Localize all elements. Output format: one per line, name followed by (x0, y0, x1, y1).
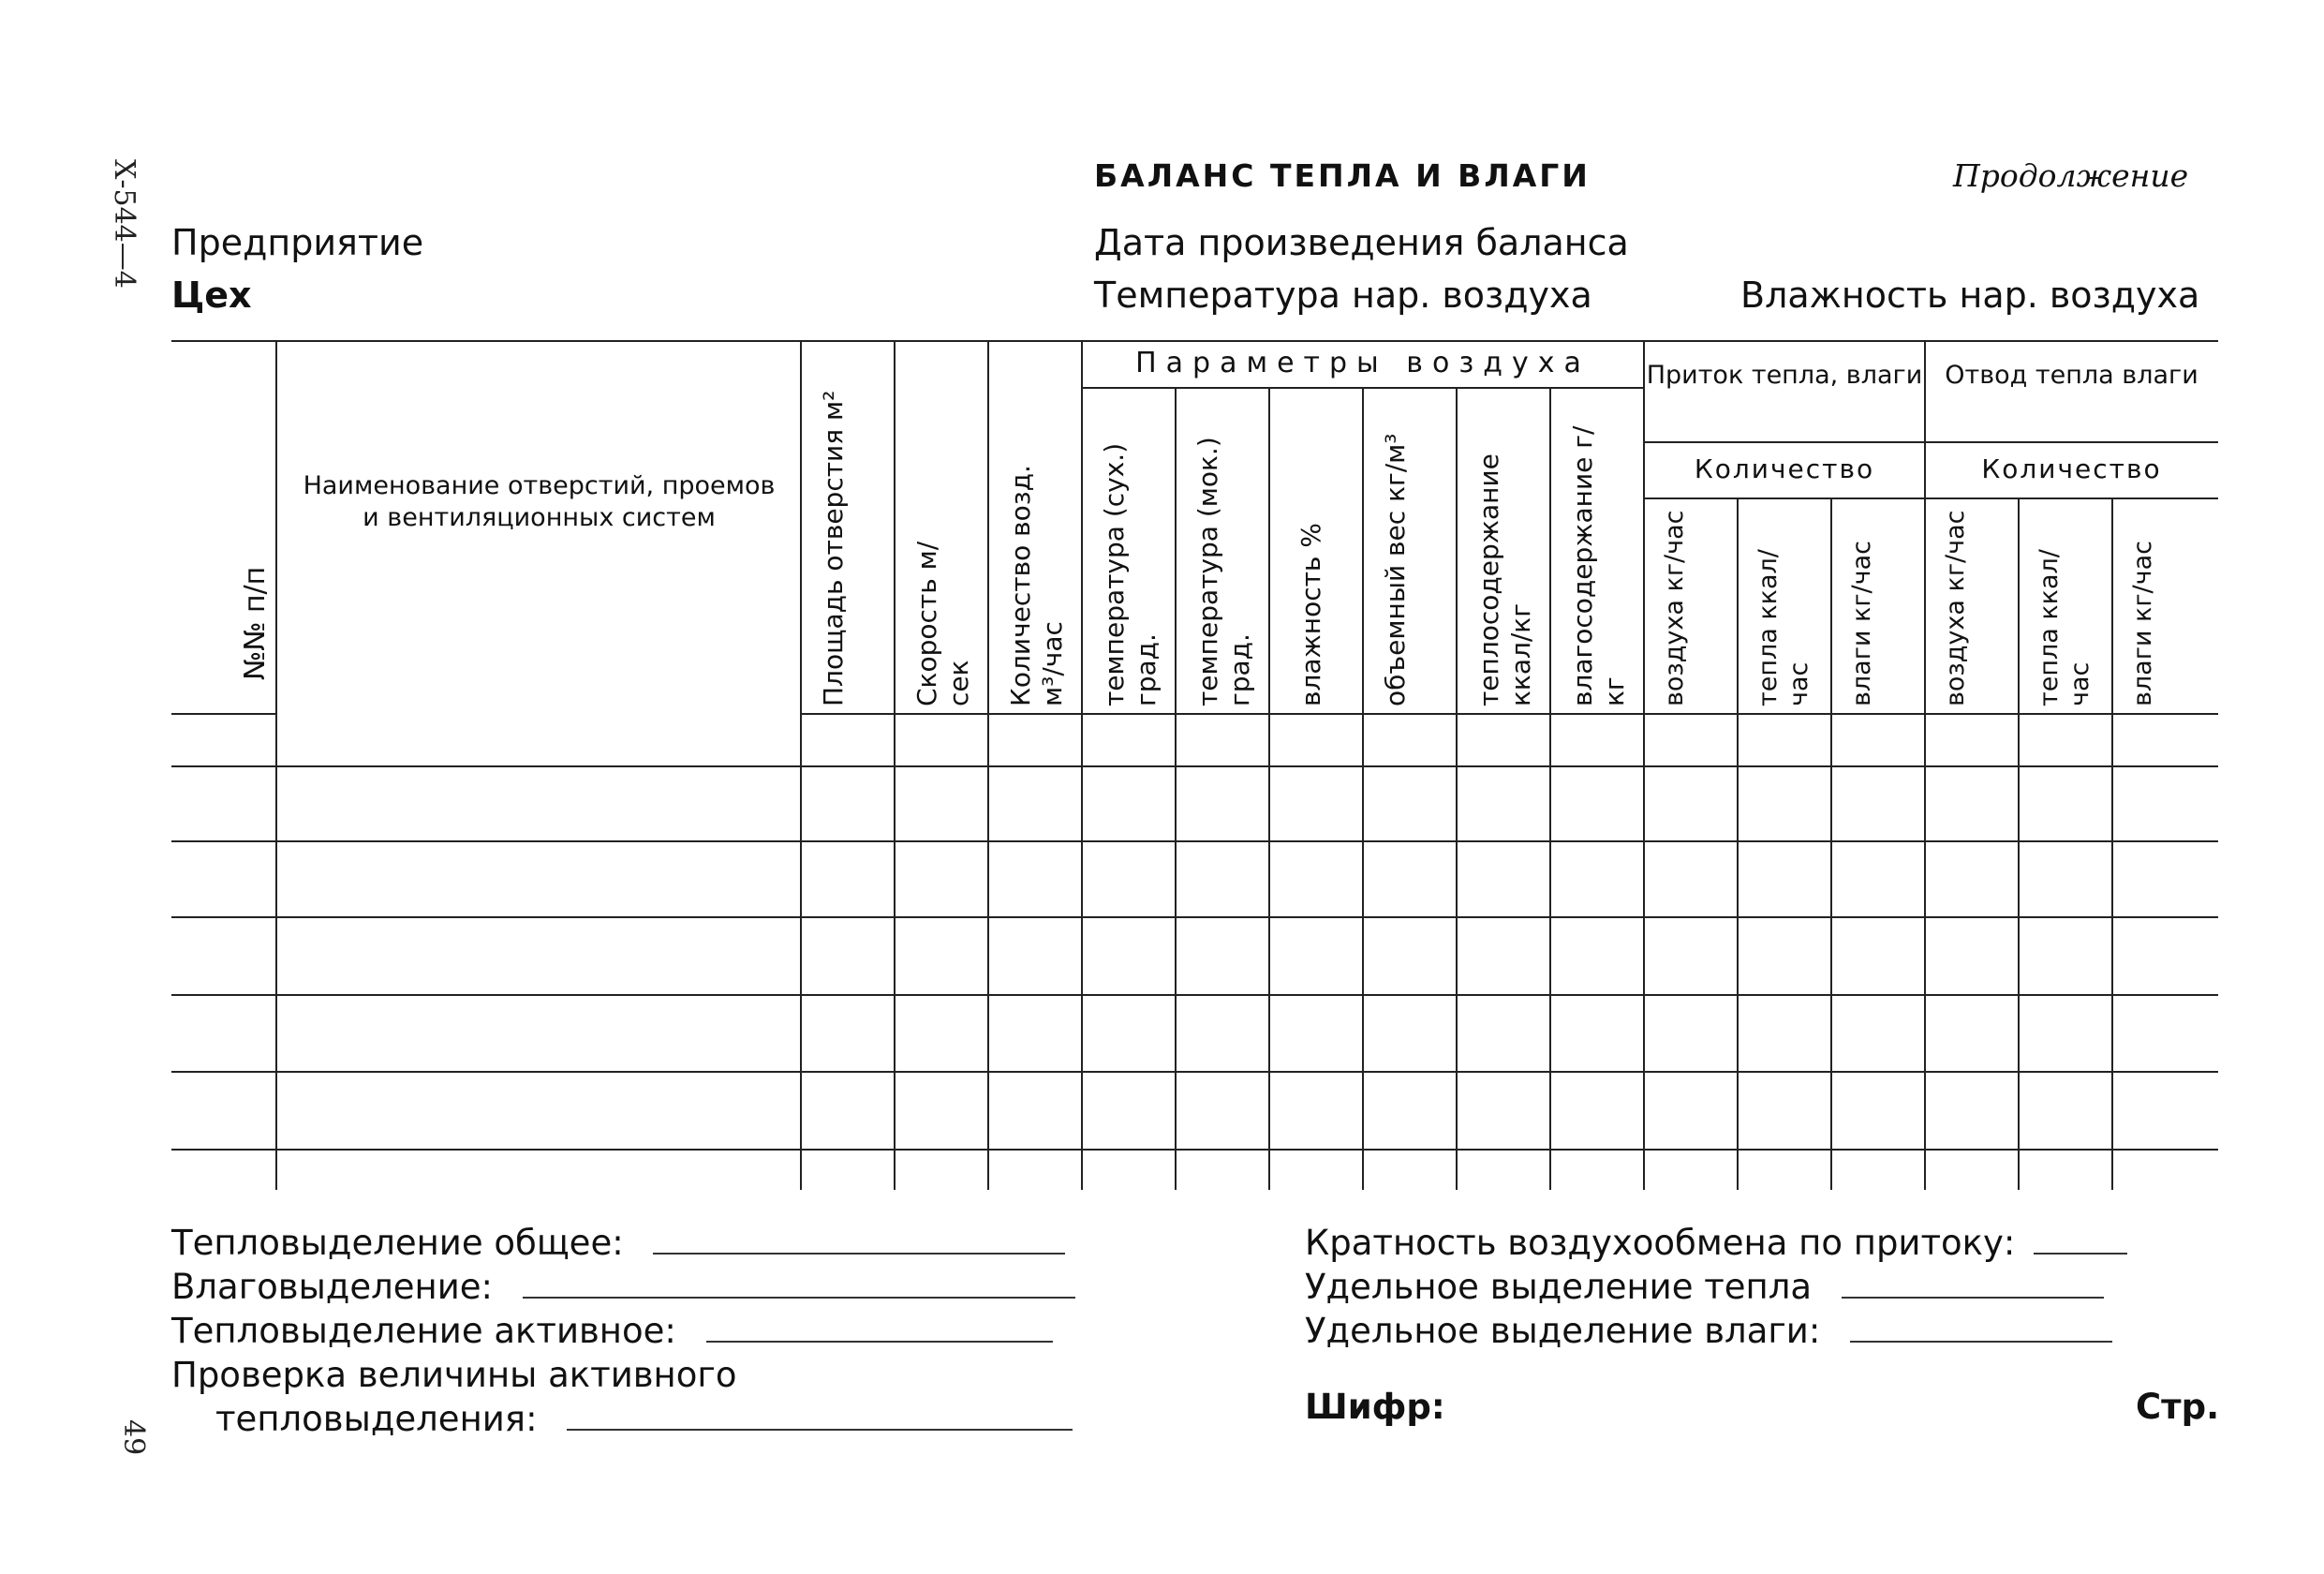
col-num-cell (171, 341, 276, 714)
spec-heat-row (1305, 1267, 2104, 1307)
sub-moist-header: влаги кг/час (1847, 541, 1876, 706)
page-number: 49 (117, 1419, 150, 1456)
spec-moist-row (1305, 1311, 2112, 1351)
form-code: Х-544—4 (108, 159, 141, 289)
outflow-qty-header: Количество (1981, 453, 2162, 484)
cipher-label: Шифр: (1305, 1387, 1445, 1427)
sub-heat2-header: тепла ккал/час (2035, 549, 2095, 706)
group-outflow-header: Отвод тепла влаги (1945, 361, 2198, 390)
air-exchange-label: Кратность воздухообмена по притоку: (1305, 1223, 2016, 1263)
page-label: Стр. (2136, 1387, 2220, 1427)
air-exchange-field[interactable] (2034, 1252, 2127, 1255)
heat-active-label: Тепловыделение активное: (171, 1311, 676, 1351)
air-exchange-row (1305, 1223, 2127, 1263)
sub-air2-header: воздуха кг/час (1941, 510, 1970, 706)
sub-heat-header: тепла ккал/час (1754, 549, 1813, 706)
moisture-row (171, 1267, 1075, 1307)
col-name-header: Наименование отверстий, проемов и вентиляционных систем (303, 471, 776, 532)
outdoor-humidity-label: Влажность нар. воздуха (1740, 275, 2200, 316)
check-field[interactable] (567, 1428, 1073, 1431)
balance-date-label: Дата произведения баланса (1094, 222, 1629, 263)
spec-moist-label: Удельное выделение влаги: (1305, 1311, 1821, 1351)
col-heat-content-header: теплосодержание ккал/кг (1473, 453, 1536, 706)
group-inflow-header: Приток тепла, влаги (1646, 361, 1923, 390)
col-num-header: №№ п/п (239, 566, 272, 680)
col-moist-content-header: влагосодержание г/кг (1567, 425, 1630, 706)
heat-total-field[interactable] (653, 1252, 1065, 1255)
check-row (215, 1399, 1073, 1439)
col-volweight-header: объемный вес кг/м³ (1380, 433, 1411, 706)
col-temp-wet-header: температура (мок.) град. (1192, 437, 1255, 706)
col-qty-header: Количество возд. м³/час (1005, 465, 1068, 706)
moisture-field[interactable] (523, 1296, 1075, 1299)
heat-total-row (171, 1223, 1065, 1263)
col-temp-dry-header: температура (сух.) град. (1099, 442, 1162, 706)
heat-total-label: Тепловыделение общее: (171, 1223, 624, 1263)
check-line1: Проверка величины активного (171, 1355, 737, 1395)
col-area-header: Площадь отверстия м² (818, 390, 849, 706)
col-humidity-header: влажность % (1295, 523, 1326, 706)
spec-heat-field[interactable] (1842, 1296, 2104, 1299)
check-line2: тепловыделения: (215, 1399, 538, 1439)
outdoor-temp-label: Температура нар. воздуха (1094, 275, 1592, 316)
group-air-header: Параметры воздуха (1135, 347, 1591, 379)
heat-active-field[interactable] (706, 1340, 1053, 1343)
heat-active-row (171, 1311, 1053, 1351)
sub-air-header: воздуха кг/час (1660, 510, 1689, 706)
sub-moist2-header: влаги кг/час (2128, 541, 2157, 706)
spec-moist-field[interactable] (1850, 1340, 2112, 1343)
workshop-label: Цех (171, 275, 252, 316)
inflow-qty-header: Количество (1694, 453, 1875, 484)
spec-heat-label: Удельное выделение тепла (1305, 1267, 1813, 1307)
moisture-label: Влаговыделение: (171, 1267, 494, 1307)
continuation-label: Продолжение (1953, 157, 2189, 194)
enterprise-label: Предприятие (171, 222, 424, 263)
form-title: БАЛАНС ТЕПЛА И ВЛАГИ (1094, 157, 1591, 194)
col-speed-header: Скорость м/сек (911, 541, 974, 706)
balance-table (171, 339, 2218, 1190)
